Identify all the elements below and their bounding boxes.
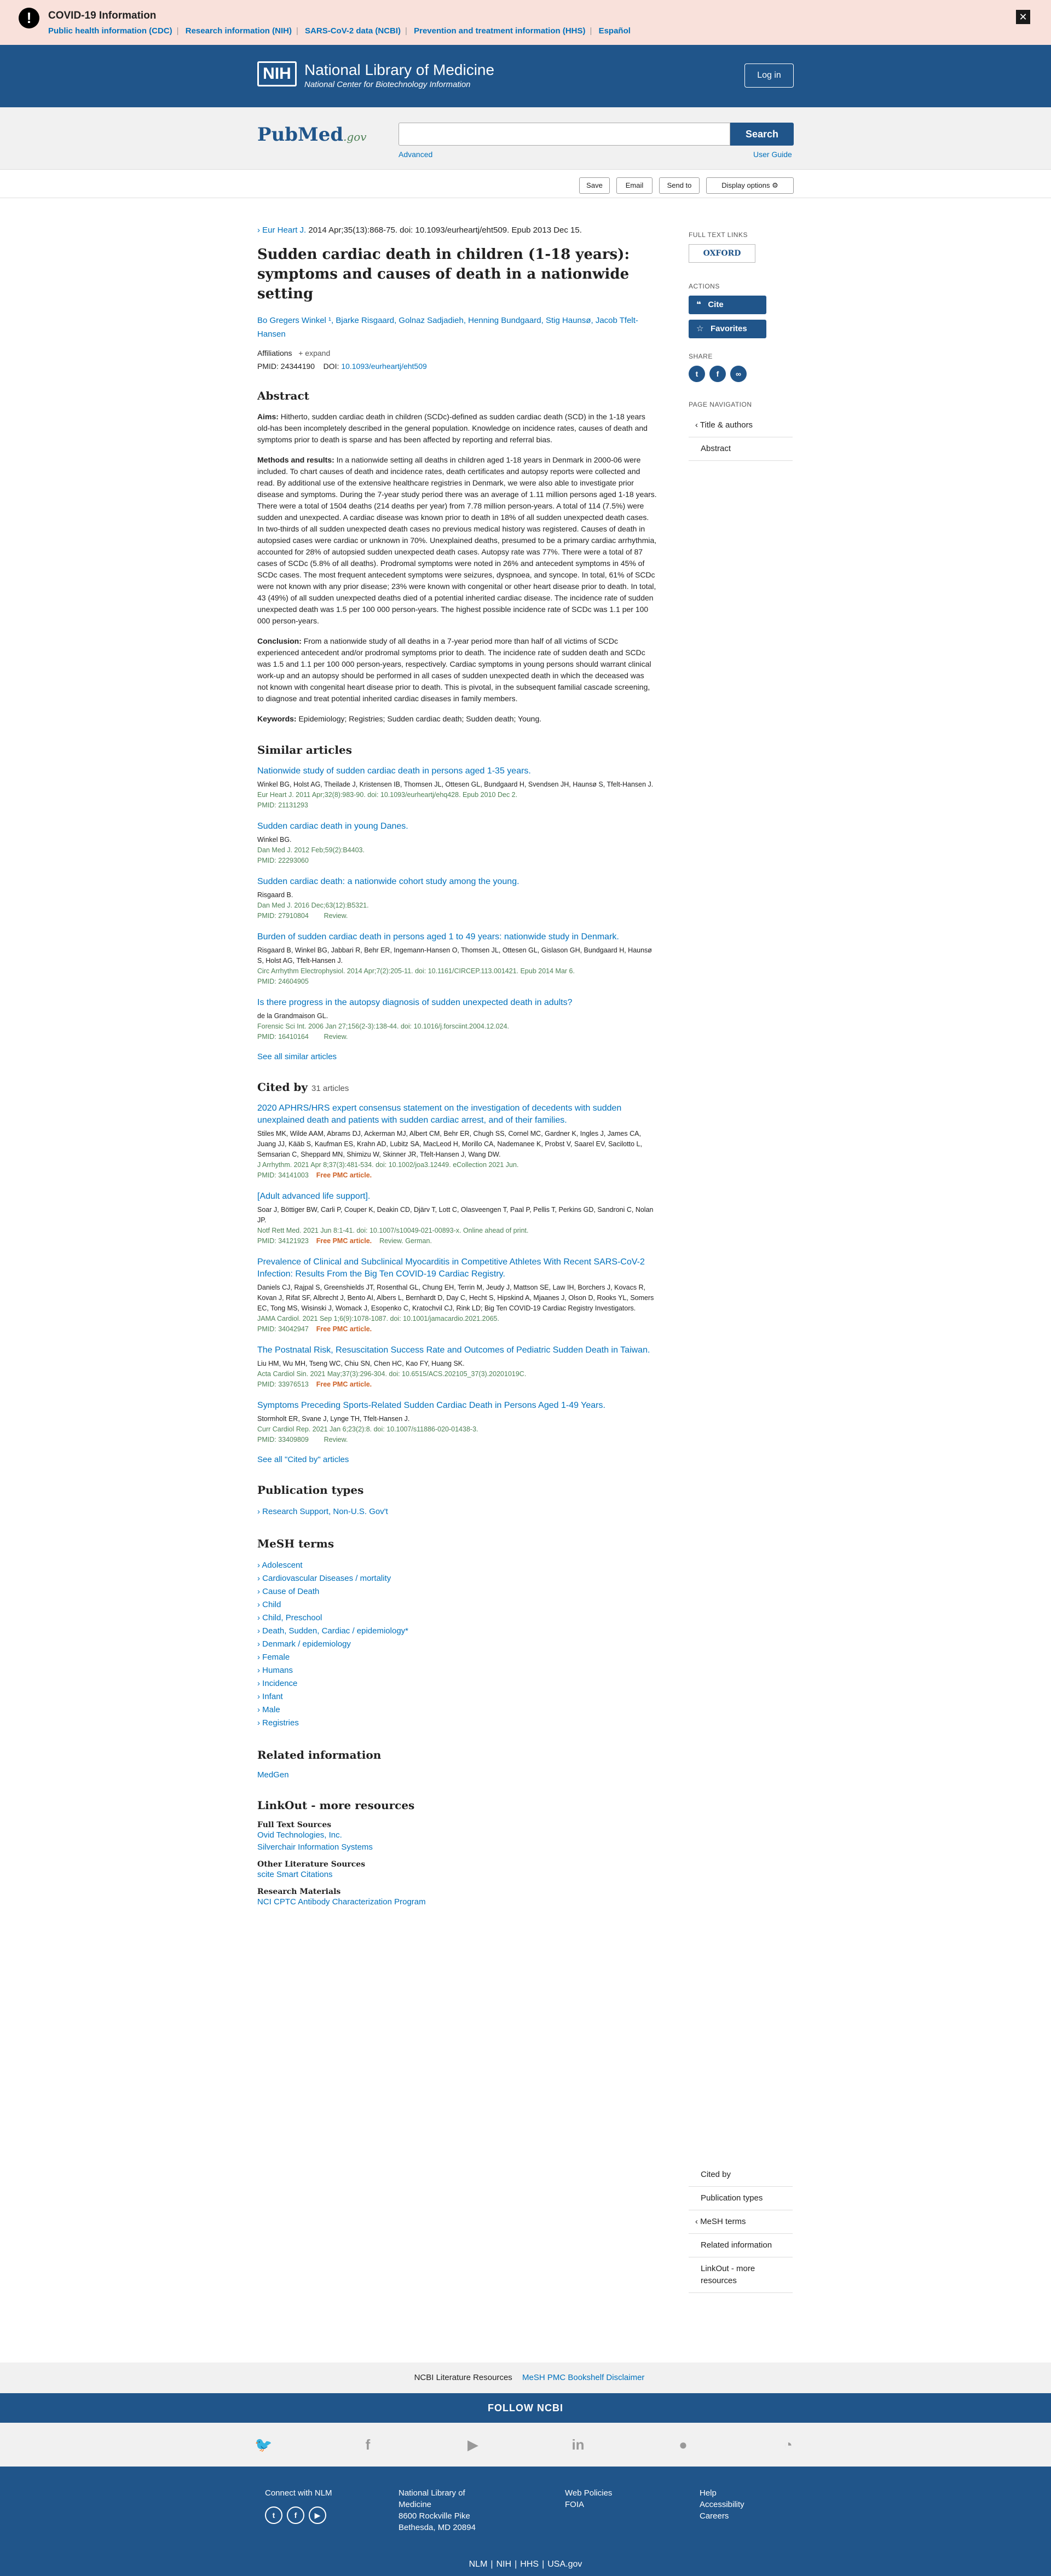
full-text-links-heading: FULL TEXT LINKS (689, 231, 748, 239)
similar-article-citation: Dan Med J. 2012 Feb;59(2):B4403. (257, 846, 365, 854)
quote-icon: ❝ (696, 300, 701, 309)
cited-article-title[interactable]: Symptoms Preceding Sports-Related Sudden Cardiac Death in Persons Aged 1-49 Years. (257, 1401, 605, 1410)
page-navigation-bottom (689, 2163, 793, 2293)
covid-link-cdc[interactable]: Public health information (CDC) (48, 26, 172, 36)
research-materials-heading: Research Materials (257, 1887, 341, 1896)
covid-links: Public health information (CDC) | Research information (NIH) | SARS-CoV-2 data (NCBI) | Prevention and treatment information (HHS) | Español (48, 26, 631, 36)
nlm-link[interactable]: NLM (469, 2560, 488, 2569)
youtube-icon[interactable]: ▶ (309, 2506, 326, 2524)
mesh-term-item[interactable]: › Adolescent (257, 1559, 657, 1572)
mesh-heading: MeSH terms (257, 1537, 334, 1550)
full-text-sources-heading: Full Text Sources (257, 1821, 332, 1829)
similar-article-pmid: PMID: 21131293 (257, 801, 308, 809)
covid-title: COVID-19 Information (48, 10, 157, 21)
covid-banner (0, 0, 1051, 45)
mesh-term-item[interactable]: › Cardiovascular Diseases / mortality (257, 1572, 657, 1585)
similar-articles-heading: Similar articles (257, 743, 352, 756)
save-button[interactable]: Save (579, 177, 610, 194)
other-sources-heading: Other Literature Sources (257, 1860, 366, 1869)
nav-linkout[interactable]: LinkOut - more resources (689, 2257, 793, 2293)
article-type: Review. (324, 1033, 348, 1041)
similar-article-title[interactable]: Burden of sudden cardiac death in persons aged 1 to 49 years: nationwide study in Denmark. (257, 932, 619, 942)
covid-link-nih[interactable]: Research information (NIH) (185, 26, 292, 36)
similar-article-authors: de la Grandmaison GL. (257, 1012, 328, 1020)
publication-types-heading: Publication types (257, 1483, 364, 1497)
similar-article-pmid: PMID: 16410164 (257, 1033, 309, 1041)
cited-article-authors: Liu HM, Wu MH, Tseng WC, Chiu SN, Chen HC, Kao FY, Huang SK. (257, 1360, 465, 1367)
cited-article-pmid: PMID: 33409809 (257, 1436, 309, 1443)
rss-icon[interactable]: ◔ (784, 2436, 793, 2453)
identifiers: PMID: 24344190 DOI: 10.1093/eurheartj/eht509 (257, 362, 427, 371)
related-info-heading: Related information (257, 1748, 382, 1761)
pmid: 24344190 (280, 362, 315, 371)
advanced-search-link[interactable]: Advanced (399, 150, 433, 159)
abstract: Aims: Hitherto, sudden cardiac death in children (SCDc)-defined as sudden cardiac death (SCD) in the 1-18 years old-has been incompletely described in the general population. Knowledge on incidence rates, causes of death and symptoms prior to death is sparse and has been affected by reporting and referral bias. Methods and results: In a nationwide setting all deaths in children aged 1-18 years in Denmark in 2000-06 were included. To chart causes of death and incidence rates, death certificates and autopsy reports were collected and read. By additional use of the extensive healthcare registries in Denmark, we were also able to investigate prior disease and symptoms. During the 7-year study period there was an average of 1.11 million persons aged 1-18 years. There were a total of 1504 deaths (214 deaths per year) from 7.78 million person-years. A total of 114 (7.5%) were sudden and unexpected. A cardiac disease was known prior to death in 18% of all sudden unexpected death cases. In two-thirds of all sudden unexpected death cases no previous medical history was registered. Causes of death in autopsied cases were cardiac or unknown in 70%. Unexplained deaths, presumed to be a primary cardiac arrhythmia, accounted for 28% of autopsied sudden unexpected death cases. Autopsy rate was 77%. There were a total of 87 cases of SCDc (5.8% of all deaths). Prodromal symptoms were noted in 26% and antecedent symptoms in 45% of SCDc cases. The most frequent antecedent symptoms were seizures, dyspnoea, and syncope. In total, 61% of SCDc were not known with any prior disease; 23% were known with congenital or other heart disease prior to death. In total, 43 (49%) of all sudden unexpected deaths died of a potential inherited cardiac disease. The incidence rate of sudden unexpected death was 1.5 per 100 000 person-years. The highest possible incidence rate of SCDc was 1.1 per 100 000 person-years. Conclusion: From a nationwide study of all deaths in a 7-year period more than half of all victims of SCDc experienced antecedent and/or prodromal symptoms prior to death. The incidence rate of sudden death and SCDc was 1.5 and 1.1 per 100 000 person-years, respectively. Cardiac symptoms in young persons should warrant clinical work-up and an autopsy should be performed in all cases of sudden unexpected death in which the deceased was not known with congenital heart disease prior to death. This is pivotal, in the subsequent familial cascade screening, to diagnose and treat potential inherited cardiac diseases in family members. Keywords: Epidemiology; Registries; Sudden cardiac death; Sudden death; Young. (257, 412, 657, 723)
free-pmc-badge: Free PMC article. (316, 1237, 372, 1245)
star-icon: ☆ (696, 324, 704, 333)
similar-article-authors: Risgaard B. (257, 891, 293, 899)
cited-article-authors: Stormholt ER, Svane J, Lynge TH, Tfelt-Hansen J. (257, 1415, 410, 1423)
covid-link-hhs[interactable]: Prevention and treatment information (HHS) (414, 26, 586, 36)
facebook-icon[interactable]: f (709, 366, 726, 382)
nlm-footer (0, 2467, 1051, 2576)
similar-article-title[interactable]: Sudden cardiac death: a nationwide cohort study among the young. (257, 877, 519, 886)
footer-links (0, 2363, 1051, 2393)
email-button[interactable]: Email (616, 177, 652, 194)
nav-cited-by[interactable]: Cited by (689, 2163, 793, 2187)
footer (0, 2363, 1051, 2576)
linkout-heading: LinkOut - more resources (257, 1799, 415, 1812)
help-link[interactable]: Help (700, 2488, 717, 2498)
linkout-silverchair[interactable]: Silverchair Information Systems (257, 1843, 373, 1852)
cited-article-title[interactable]: Prevalence of Clinical and Subclinical Myocarditis in Competitive Athletes With Recent SARS-CoV-2 Infection: Results From the Big Ten COVID-19 Cardiac Registry. (257, 1257, 645, 1279)
similar-article-citation: Forensic Sci Int. 2006 Jan 27;156(2-3):138-44. doi: 10.1016/j.forsciint.2004.12.024. (257, 1023, 510, 1030)
nlm-address: National Library of Medicine 8600 Rockville Pike Bethesda, MD 20894 (399, 2488, 476, 2532)
cited-article-authors: Daniels CJ, Rajpal S, Greenshields JT, Rosenthal GL, Chung EH, Terrin M, Jeudy J, Mattson SE, Law IH, Borchers J, Kovacs R, Kovan J, Rifat SF, Albrecht J, Bento AI, Albers L, Bernhardt D, Day C, Hecht S, Hipskind A, Mjaanes J, Olson D, Rooks YL, Somers EC, Tong MS, Wisinski J, Womack J, Esopenko C, Kratochvil CJ, Rink LD; Big Ten COVID-19 Cardiac Registry Investigators. (257, 1284, 654, 1312)
mesh-term-item[interactable]: › Female (257, 1651, 657, 1664)
journal-link[interactable]: Eur Heart J. (262, 226, 307, 235)
mesh-term-item[interactable]: › Male (257, 1703, 657, 1717)
list-item (257, 1102, 657, 1181)
policy-links (565, 2487, 612, 2510)
author-list[interactable]: Bo Gregers Winkel ¹, Bjarke Risgaard, Golnaz Sadjadieh, Henning Bundgaard, Stig Haunsø, Jacob Tfelt-Hansen (257, 316, 638, 339)
medgen-link[interactable]: MedGen (257, 1770, 289, 1780)
mesh-term-item[interactable]: › Incidence (257, 1677, 657, 1690)
similar-article-authors: Risgaard B, Winkel BG, Jabbari R, Behr ER, Ingemann-Hansen O, Thomsen JL, Ottesen GL, Gislason GH, Bundgaard H, Haunsø S, Holst AG, Tfelt-Hansen J. (257, 946, 652, 964)
link-icon[interactable]: ∞ (730, 366, 747, 382)
similar-article-authors: Winkel BG, Holst AG, Theilade J, Kristensen IB, Thomsen JL, Ottesen GL, Bundgaard H, Svendsen JH, Haunsø S, Tfelt-Hansen J. (257, 781, 654, 788)
cited-article-title[interactable]: [Adult advanced life support]. (257, 1192, 371, 1201)
usagov-link[interactable]: USA.gov (547, 2560, 582, 2569)
mesh-term-item[interactable]: › Registries (257, 1717, 657, 1730)
list-item (257, 876, 657, 921)
youtube-icon[interactable]: ▶ (467, 2436, 478, 2453)
free-pmc-badge: Free PMC article. (316, 1171, 372, 1179)
similar-article-authors: Winkel BG. (257, 836, 292, 844)
gov-links: NLM | NIH | HHS | USA.gov (469, 2560, 582, 2569)
nlm-title[interactable]: National Library of Medicine (304, 61, 495, 78)
connect-nlm: Connect with NLM t f ▶ (265, 2487, 332, 2524)
cited-article-citation: JAMA Cardiol. 2021 Sep 1;6(9):1078-1087. doi: 10.1001/jamacardio.2021.2065. (257, 1315, 499, 1322)
nlm-subtitle: National Center for Biotechnology Information (304, 80, 471, 89)
similar-article-title[interactable]: Nationwide study of sudden cardiac death in persons aged 1-35 years. (257, 766, 531, 776)
cited-article-citation: Acta Cardiol Sin. 2021 May;37(3):296-304. doi: 10.6515/ACS.202105_37(3).20201019C. (257, 1370, 527, 1378)
similar-article-citation: Circ Arrhythm Electrophysiol. 2014 Apr;7(2):205-11. doi: 10.1161/CIRCEP.113.001421. Epub 2014 Mar 6. (257, 967, 575, 975)
gear-icon: ⚙ (772, 181, 778, 189)
cited-article-citation: Curr Cardiol Rep. 2021 Jan 6;23(2):8. doi: 10.1007/s11886-020-01438-3. (257, 1425, 478, 1433)
pubmed-logo[interactable]: PubMed.gov (257, 124, 367, 146)
page-title: Sudden cardiac death in children (1-18 years): symptoms and causes of death in a nationwide setting (257, 246, 630, 302)
cited-article-authors: Soar J, Böttiger BW, Carli P, Couper K, Deakin CD, Djärv T, Lott C, Olasveengen T, Paal P, Pellis T, Perkins GD, Sandroni C, Nolan JP. (257, 1206, 654, 1224)
mesh-term-item[interactable]: › Child (257, 1598, 657, 1612)
cited-by-list (257, 1102, 657, 1445)
cited-article-pmid: PMID: 34121923 (257, 1237, 309, 1245)
sidebar (689, 231, 793, 461)
page-navigation (689, 414, 793, 461)
share-buttons (689, 366, 793, 382)
share-heading: SHARE (689, 353, 713, 360)
linkedin-icon[interactable]: in (571, 2436, 585, 2453)
cited-article-citation: Notf Rett Med. 2021 Jun 8:1-41. doi: 10.1007/s10049-021-00893-x. Online ahead of print. (257, 1227, 529, 1234)
footer-link-disclaimer[interactable]: Disclaimer (606, 2373, 645, 2382)
alert-icon: ! (19, 8, 39, 28)
article-content (257, 226, 657, 1908)
mesh-term-item[interactable]: › Child, Preschool (257, 1612, 657, 1625)
display-options-button[interactable]: Display options ⚙ (706, 177, 794, 194)
article-type: Review. (324, 912, 348, 920)
cited-article-title[interactable]: The Postnatal Risk, Resuscitation Success Rate and Outcomes of Pediatric Sudden Death in Taiwan. (257, 1345, 650, 1355)
similar-article-pmid: PMID: 24604905 (257, 978, 309, 985)
twitter-icon[interactable]: t (265, 2506, 282, 2524)
cited-article-pmid: PMID: 34042947 (257, 1325, 309, 1333)
web-policies-link[interactable]: Web Policies (565, 2488, 613, 2498)
linkout-nci[interactable]: NCI CPTC Antibody Characterization Program (257, 1897, 426, 1907)
mesh-terms-list (257, 1559, 657, 1730)
article-toolbar (0, 170, 1051, 198)
covid-link-ncbi[interactable]: SARS-CoV-2 data (NCBI) (305, 26, 401, 36)
see-all-cited-link[interactable]: See all "Cited by" articles (257, 1455, 349, 1464)
abstract-heading: Abstract (257, 389, 309, 402)
facebook-icon[interactable]: f (287, 2506, 304, 2524)
social-icons (0, 2423, 1051, 2467)
github-icon[interactable]: ● (679, 2436, 688, 2453)
cited-article-citation: J Arrhythm. 2021 Apr 8;37(3):481-534. doi: 10.1002/joa3.12449. eCollection 2021 Jun. (257, 1161, 519, 1169)
nav-title-authors[interactable]: ‹ Title & authors (689, 414, 793, 437)
nav-abstract[interactable]: Abstract (689, 437, 793, 461)
cite-button[interactable]: ❝ Cite (689, 296, 766, 314)
footer-link-pmc[interactable]: PMC (547, 2373, 566, 2382)
careers-link[interactable]: Careers (700, 2511, 729, 2521)
cited-article-authors: Stiles MK, Wilde AAM, Abrams DJ, Ackerman MJ, Albert CM, Behr ER, Chugh SS, Cornel MC, Gardner K, Ingles J, James CA, Juang JJ, Kääb S, Kaufman ES, Krahn AD, Lubitz SA, MacLeod H, Morillo CA, Nademanee K, Probst V, Saarel EV, Sacilotto L, Semsarian C, Sheppard MN, Shimizu W, Skinner JR, Tfelt-Hansen J, Wang DW. (257, 1130, 642, 1158)
hhs-link[interactable]: HHS (520, 2560, 539, 2569)
expand-affiliations-button[interactable]: + expand (298, 349, 331, 357)
mesh-term-item[interactable]: › Infant (257, 1690, 657, 1703)
publication-types-list (257, 1505, 657, 1518)
user-guide-link[interactable]: User Guide (753, 150, 792, 159)
foia-link[interactable]: FOIA (565, 2500, 585, 2509)
see-all-similar-link[interactable]: See all similar articles (257, 1052, 337, 1061)
cited-article-pmid: PMID: 33976513 (257, 1381, 309, 1388)
cited-by-heading: Cited by 31 articles (257, 1081, 349, 1094)
list-item (257, 821, 657, 866)
article-type: Review. German. (379, 1237, 432, 1245)
twitter-icon[interactable]: 🐦 (255, 2436, 273, 2453)
similar-article-citation: Dan Med J. 2016 Dec;63(12):B5321. (257, 902, 369, 909)
linkout-scite[interactable]: scite Smart Citations (257, 1870, 333, 1879)
cited-article-pmid: PMID: 34141003 (257, 1171, 309, 1179)
search-button[interactable]: Search (730, 123, 794, 146)
mesh-term-item[interactable]: › Cause of Death (257, 1585, 657, 1598)
publication-type-item[interactable]: › Research Support, Non-U.S. Gov't (257, 1505, 657, 1518)
affiliations: Affiliations + expand (257, 349, 331, 357)
list-item (257, 765, 657, 811)
footer-link-ncbi[interactable]: NCBI Literature Resources (414, 2373, 512, 2382)
mesh-term-item[interactable]: › Death, Sudden, Cardiac / epidemiology* (257, 1625, 657, 1638)
actions-heading: ACTIONS (689, 282, 720, 290)
nav-publication-types[interactable]: Publication types (689, 2187, 793, 2210)
publisher-link[interactable]: OXFORD (689, 244, 755, 263)
page-navigation-heading: PAGE NAVIGATION (689, 401, 752, 408)
search-bar (0, 107, 1051, 170)
nih-logo[interactable]: NIH (257, 61, 297, 86)
nlm-header (0, 45, 1051, 107)
similar-article-title[interactable]: Is there progress in the autopsy diagnosis of sudden unexpected death in adults? (257, 998, 573, 1007)
list-item (257, 1256, 657, 1335)
twitter-icon[interactable]: t (689, 366, 705, 382)
doi-link[interactable]: 10.1093/eurheartj/eht509 (341, 362, 427, 371)
send-to-button[interactable]: Send to (659, 177, 700, 194)
nav-mesh-terms[interactable]: ‹ MeSH terms (689, 2210, 793, 2234)
covid-link-espanol[interactable]: Español (598, 26, 631, 36)
article-type: Review. (324, 1436, 348, 1443)
search-input[interactable] (399, 123, 730, 146)
journal-citation: › Eur Heart J. 2014 Apr;35(13):868-75. doi: 10.1093/eurheartj/eht509. Epub 2013 Dec 15. (257, 226, 582, 235)
list-item (257, 1191, 657, 1246)
mesh-term-item[interactable]: › Denmark / epidemiology (257, 1638, 657, 1651)
chevron-right-icon: › (257, 226, 263, 235)
similar-article-citation: Eur Heart J. 2011 Apr;32(8):983-90. doi: 10.1093/eurheartj/ehq428. Epub 2010 Dec 2. (257, 791, 518, 799)
help-links (700, 2487, 744, 2522)
linkout-ovid[interactable]: Ovid Technologies, Inc. (257, 1830, 342, 1840)
close-icon[interactable]: ✕ (1016, 10, 1030, 24)
accessibility-link[interactable]: Accessibility (700, 2500, 744, 2509)
similar-article-title[interactable]: Sudden cardiac death in young Danes. (257, 822, 408, 831)
facebook-icon[interactable]: f (365, 2436, 371, 2453)
list-item (257, 931, 657, 987)
follow-ncbi: FOLLOW NCBI (0, 2393, 1051, 2423)
similar-article-pmid: PMID: 22293060 (257, 857, 309, 864)
cited-article-title[interactable]: 2020 APHRS/HRS expert consensus statement on the investigation of decedents with sudden unexplained death and patients with sudden cardiac arrest, and of their families. (257, 1104, 622, 1125)
favorites-button[interactable]: ☆ Favorites (689, 320, 766, 338)
list-item (257, 997, 657, 1042)
similar-article-pmid: PMID: 27910804 (257, 912, 309, 920)
nav-related-information[interactable]: Related information (689, 2234, 793, 2257)
free-pmc-badge: Free PMC article. (316, 1325, 372, 1333)
footer-link-mesh[interactable]: MeSH (522, 2373, 545, 2382)
list-item (257, 1400, 657, 1445)
login-button[interactable]: Log in (744, 63, 794, 88)
nih-link[interactable]: NIH (496, 2560, 512, 2569)
footer-link-bookshelf[interactable]: Bookshelf (568, 2373, 604, 2382)
mesh-term-item[interactable]: › Humans (257, 1664, 657, 1677)
list-item (257, 1344, 657, 1390)
similar-articles-list (257, 765, 657, 1042)
free-pmc-badge: Free PMC article. (316, 1381, 372, 1388)
